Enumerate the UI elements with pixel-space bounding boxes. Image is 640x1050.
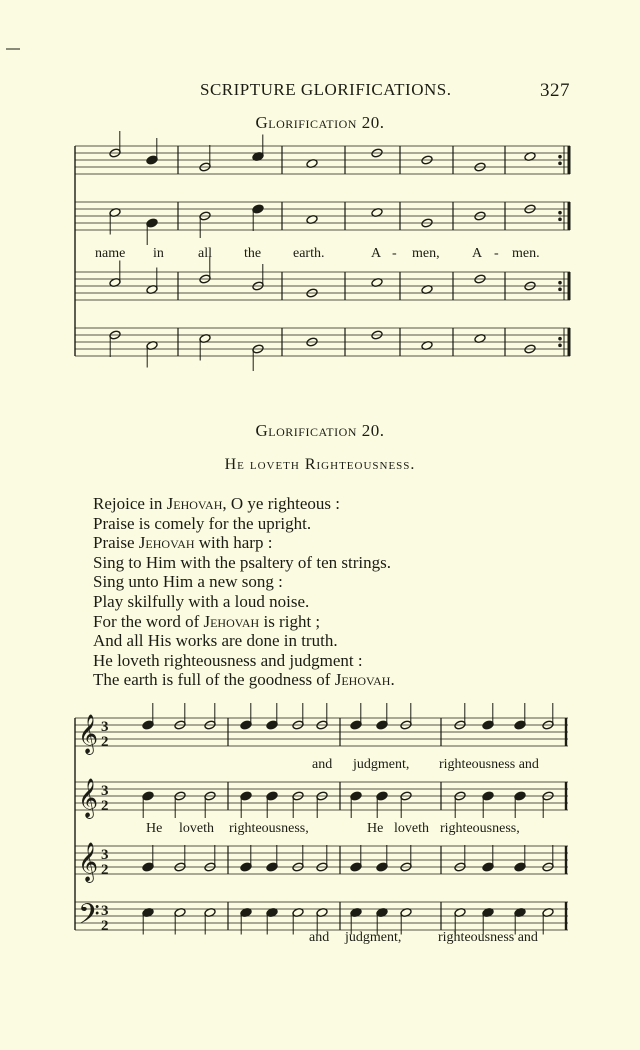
time-signature-icon: 3: [101, 719, 109, 735]
score2-lyrics-top: [0, 757, 640, 777]
lyric-word: righteousness,: [229, 821, 309, 836]
running-head-title: SCRIPTURE GLORIFICATIONS.: [200, 80, 452, 99]
note: [266, 845, 278, 872]
note: [240, 791, 252, 818]
treble-clef-icon: 𝄞: [78, 714, 99, 754]
lyric-word: in: [153, 246, 164, 261]
note: [266, 791, 278, 818]
note: [292, 791, 304, 818]
note: [316, 703, 328, 730]
lyric-word: earth.: [293, 246, 325, 261]
note: [454, 703, 466, 730]
note: [542, 703, 554, 730]
note: [400, 791, 412, 818]
note: [240, 703, 252, 730]
note: [542, 791, 554, 818]
treble-clef-icon: 𝄞: [78, 842, 99, 882]
lyric-word: all: [198, 246, 212, 261]
note: [482, 703, 494, 730]
note: [199, 334, 211, 361]
note: [146, 268, 158, 295]
note: [400, 703, 412, 730]
section-subtitle: He loveth Righteousness.: [224, 456, 416, 473]
time-signature-icon: 3: [101, 903, 109, 919]
note: [174, 703, 186, 730]
note: [252, 264, 264, 291]
lyric-word: righteousness and: [439, 757, 539, 772]
note: [316, 791, 328, 818]
repeat-dot: [559, 344, 562, 347]
note: [514, 845, 526, 872]
note: [204, 791, 216, 818]
note: [174, 845, 186, 872]
note: [204, 703, 216, 730]
repeat-dot: [559, 162, 562, 165]
note: [376, 703, 388, 730]
treble-clef-icon: 𝄞: [78, 778, 99, 818]
lyric-word: righteousness and: [438, 930, 538, 945]
note: [142, 845, 154, 872]
lyric-word: loveth: [179, 821, 214, 836]
lyric-word: A: [472, 246, 483, 261]
note: [240, 845, 252, 872]
note: [400, 845, 412, 872]
section-caption: Glorification 20.: [255, 421, 385, 440]
text-line: The earth is full of the goodness of Jehovah.: [93, 670, 395, 690]
lyric-word: judgment,: [353, 757, 410, 772]
score2-lyrics-mid: [0, 821, 640, 841]
note: [146, 138, 158, 165]
note: [454, 845, 466, 872]
time-signature-icon: 2: [101, 798, 109, 814]
note: [292, 703, 304, 730]
note: [542, 845, 554, 872]
note: [350, 703, 362, 730]
repeat-dot: [559, 281, 562, 284]
text-line: And all His works are done in truth.: [93, 631, 338, 651]
repeat-dot: [559, 337, 562, 340]
note: [142, 703, 154, 730]
scripture-text: [93, 494, 593, 690]
note: [514, 791, 526, 818]
lyric-word: He: [146, 821, 163, 836]
note: [252, 135, 264, 162]
time-signature-icon: 3: [101, 847, 109, 863]
time-signature-icon: 2: [101, 918, 109, 934]
lyric-word: men,: [412, 246, 440, 261]
note: [514, 703, 526, 730]
note: [204, 845, 216, 872]
lyric-word: the: [244, 246, 262, 261]
note: [252, 344, 264, 371]
score1-caption: Glorification 20.: [255, 113, 385, 132]
repeat-dot: [559, 211, 562, 214]
repeat-dot: [559, 288, 562, 291]
lyric-word: men.: [512, 246, 540, 261]
lyric-word: A: [371, 246, 382, 261]
text-line: Sing unto Him a new song :: [93, 572, 283, 592]
note: [292, 845, 304, 872]
text-line: Praise is comely for the upright.: [93, 513, 312, 533]
score1-lyrics: [0, 246, 640, 266]
time-signature-icon: 2: [101, 734, 109, 750]
note: [482, 845, 494, 872]
note: [199, 211, 211, 238]
note: [109, 330, 121, 357]
note: [142, 791, 154, 818]
note: [482, 791, 494, 818]
score2-lyrics-bottom: [0, 930, 640, 950]
note: [146, 341, 158, 368]
text-line: Play skilfully with a loud noise.: [93, 591, 310, 611]
note: [109, 208, 121, 235]
note: [376, 845, 388, 872]
lyric-word: -: [392, 246, 397, 261]
note: [350, 845, 362, 872]
note: [266, 703, 278, 730]
lyric-word: and: [309, 930, 330, 945]
page-number: 327: [540, 80, 570, 101]
text-line: Rejoice in Jehovah, O ye righteous :: [93, 494, 340, 513]
note: [109, 131, 121, 158]
bass-clef-icon: 𝄢: [78, 898, 100, 938]
note: [146, 218, 158, 245]
lyric-word: righteousness,: [440, 821, 520, 836]
repeat-dot: [559, 155, 562, 158]
score1-staff: [75, 328, 570, 356]
note: [174, 791, 186, 818]
time-signature-icon: 3: [101, 783, 109, 799]
note: [350, 791, 362, 818]
note: [454, 791, 466, 818]
lyric-word: judgment,: [345, 930, 402, 945]
time-signature-icon: 2: [101, 862, 109, 878]
note: [376, 791, 388, 818]
repeat-dot: [559, 218, 562, 221]
lyric-word: name: [95, 246, 126, 261]
text-line: Sing to Him with the psaltery of ten strings.: [93, 552, 391, 572]
text-line: Praise Jehovah with harp :: [93, 533, 273, 553]
lyric-word: He: [367, 821, 384, 836]
note: [199, 145, 211, 172]
lyric-word: -: [494, 246, 499, 261]
text-line: For the word of Jehovah is right ;: [93, 611, 321, 631]
note: [252, 204, 264, 231]
text-line: He loveth righteousness and judgment :: [93, 650, 363, 670]
lyric-word: and: [312, 757, 333, 772]
score1-staff: [75, 272, 570, 300]
note: [316, 845, 328, 872]
lyric-word: loveth: [394, 821, 429, 836]
